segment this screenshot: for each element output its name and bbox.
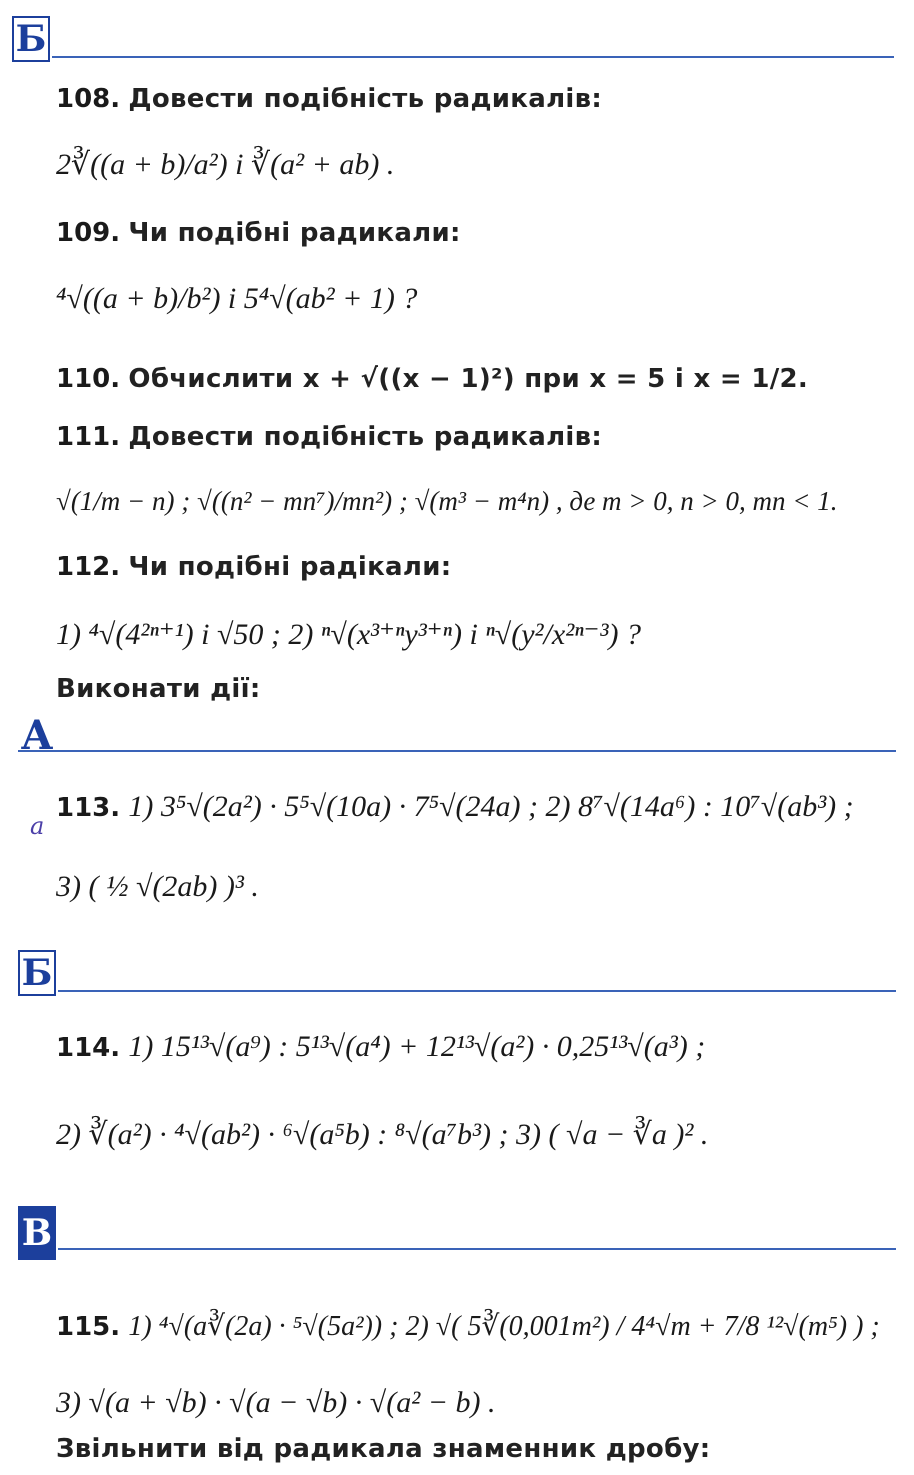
problem-113-line1 (56, 790, 854, 825)
section-header-a (0, 712, 914, 772)
section-header-b-2 (0, 948, 914, 1008)
section-badge-v: В (18, 1206, 56, 1260)
problem-text: Чи подібні радікали: (128, 552, 452, 582)
problem-text: Чи подібні радикали: (128, 218, 461, 248)
section-rule (52, 56, 894, 58)
problem-112-header (56, 550, 451, 584)
problem-number: 113. (56, 793, 121, 823)
section-badge-b: Б (18, 950, 56, 996)
problem-108-expression: 2∛((a + b)/a²) і ∛(a² + ab) . (56, 148, 395, 181)
section-header-v (0, 1204, 914, 1264)
instruction-perform-operations: Виконати дії: (56, 674, 261, 704)
problem-expression: 1) 3⁵√(2a²) · 5⁵√(10a) · 7⁵√(24a) ; 2) 8⁷√(14a⁶) : 10⁷√(ab³) ; (128, 790, 854, 823)
problem-114-line1 (56, 1030, 705, 1065)
instruction-rationalize-denominator: Звільнити від радикала знаменник дробу: (56, 1434, 711, 1464)
section-rule (58, 990, 896, 992)
section-badge-a: А (20, 711, 54, 759)
problem-number: 108. (56, 84, 121, 114)
problem-112-expression: 1) ⁴√(4²ⁿ⁺¹) і √50 ; 2) ⁿ√(x³⁺ⁿy³⁺ⁿ) і ⁿ√(y²/x²ⁿ⁻³) ? (56, 618, 641, 651)
problem-109-header (56, 216, 461, 250)
problem-111-expression: √(1/m − n) ; √((n² − mn⁷)/mn²) ; √(m³ − m⁴n) , де m > 0, n > 0, mn < 1. (56, 486, 838, 516)
problem-115-line1 (56, 1310, 880, 1344)
section-badge-b: Б (12, 16, 50, 62)
problem-text: Обчислити x + √((x − 1)²) при x = 5 і x = 1/2. (128, 364, 809, 394)
problem-111-header (56, 420, 602, 454)
problem-number: 109. (56, 218, 121, 248)
section-rule (58, 1248, 896, 1250)
problem-expression: 1) ⁴√(a∛(2a) · ⁵√(5a²)) ; 2) √( 5∛(0,001m²) / 4⁴√m + 7/8 ¹²√(m⁵) ) ; (128, 1311, 880, 1342)
section-header-b (0, 12, 914, 72)
problem-text: Довести подібність радикалів: (128, 84, 603, 114)
section-rule (18, 750, 896, 752)
problem-115-line2: 3) √(a + √b) · √(a − √b) · √(a² − b) . (56, 1386, 496, 1419)
problem-text: Довести подібність радикалів: (128, 422, 603, 452)
problem-110 (56, 362, 808, 396)
problem-number: 110. (56, 364, 121, 394)
problem-number: 115. (56, 1312, 121, 1342)
problem-number: 112. (56, 552, 121, 582)
problem-number: 111. (56, 422, 121, 452)
problem-113-line2: 3) ( ½ √(2ab) )³ . (56, 870, 259, 903)
problem-number: 114. (56, 1033, 121, 1063)
handwritten-mark: a (30, 812, 45, 840)
problem-expression: 1) 15¹³√(a⁹) : 5¹³√(a⁴) + 12¹³√(a²) · 0,25¹³√(a³) ; (128, 1030, 706, 1063)
problem-109-expression: ⁴√((a + b)/b²) і 5⁴√(ab² + 1) ? (56, 282, 418, 315)
problem-114-line2: 2) ∛(a²) · ⁴√(ab²) · ⁶√(a⁵b) : ⁸√(a⁷b³) ; 3) ( √a − ∛a )² . (56, 1118, 709, 1151)
problem-108-header (56, 82, 602, 116)
